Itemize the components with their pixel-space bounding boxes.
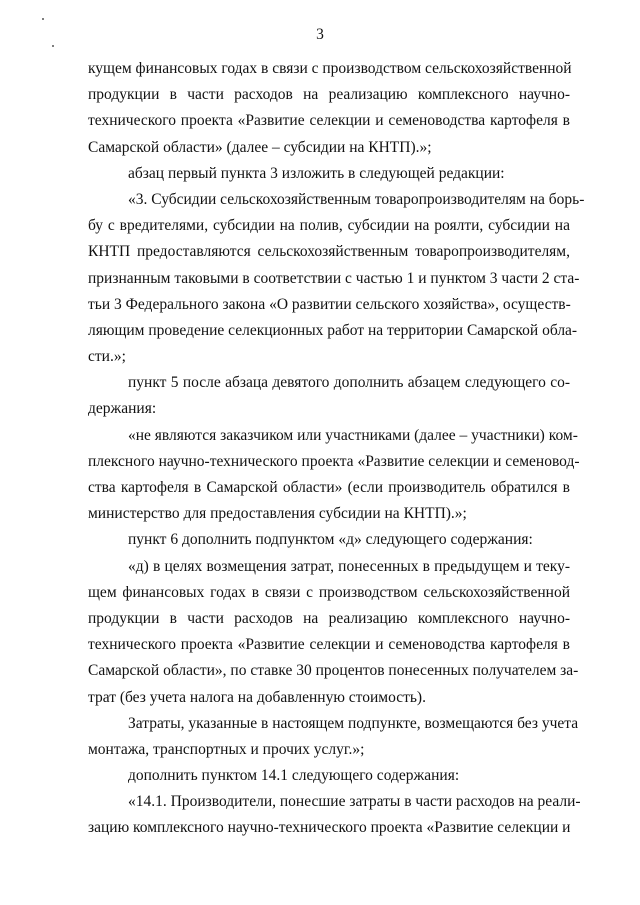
text-line: абзац первый пункта 3 изложить в следующей редакции:	[128, 164, 505, 182]
text-line: «д) в целях возмещения затрат, понесенных в предыдущем и теку-	[128, 557, 570, 575]
text-line: сти.»;	[88, 348, 126, 366]
text-line: министерство для предоставления субсидии на КНТП).»;	[88, 505, 467, 523]
text-line: монтажа, транспортных и прочих услуг.»;	[88, 740, 365, 758]
scan-speck	[42, 18, 44, 20]
text-line: трат (без учета налога на добавленную стоимость).	[88, 688, 426, 706]
text-line: кущем финансовых годах в связи с производством сельскохозяйственной	[88, 60, 572, 77]
document-body	[88, 56, 585, 842]
text-line: Самарской области» (далее – субсидии на КНТП).»;	[88, 138, 432, 156]
text-line: зацию комплексного научно-технического проекта «Развитие селекции и	[88, 819, 571, 837]
text-line: продукции в части расходов на реализацию комплексного научно-	[88, 86, 570, 104]
text-line: пункт 6 дополнить подпунктом «д» следующего содержания:	[128, 531, 533, 549]
page-number: 3	[316, 26, 324, 43]
text-line: «не являются заказчиком или участниками (далее – участники) ком-	[128, 426, 578, 444]
text-line: технического проекта «Развитие селекции и семеноводства картофеля в	[88, 112, 570, 130]
text-line: дополнить пунктом 14.1 следующего содержания:	[128, 767, 460, 785]
text-line: признанным таковыми в соответствии с частью 1 и пунктом 3 части 2 ста-	[88, 269, 580, 287]
text-line: держания:	[88, 400, 157, 418]
text-line: технического проекта «Развитие селекции и семеноводства картофеля в	[88, 636, 570, 654]
text-line: Затраты, указанные в настоящем подпункте, возмещаются без учета	[128, 714, 579, 732]
text-line: «14.1. Производители, понесшие затраты в части расходов на реали-	[128, 793, 581, 811]
text-line: бу с вредителями, субсидии на полив, субсидии на роялти, субсидии на	[88, 217, 570, 235]
text-line: пункт 5 после абзаца девятого дополнить абзацем следующего со-	[128, 374, 570, 392]
text-line: КНТП предоставляются сельскохозяйственным товаропроизводителям,	[88, 243, 570, 261]
text-line: плексного научно-технического проекта «Развитие селекции и семеновод-	[88, 452, 580, 470]
text-line: тьи 3 Федерального закона «О развитии сельского хозяйства», осуществ-	[88, 295, 571, 313]
text-line: продукции в части расходов на реализацию комплексного научно-	[88, 609, 570, 627]
scan-speck	[52, 45, 54, 47]
text-line: Самарской области», по ставке 30 процентов понесенных получателем за-	[88, 662, 579, 680]
text-line: «3. Субсидии сельскохозяйственным товаропроизводителям на борь-	[128, 190, 585, 208]
text-line: ства картофеля в Самарской области» (если производитель обратился в	[88, 479, 570, 496]
text-line: ляющим проведение селекционных работ на территории Самарской обла-	[88, 321, 578, 339]
text-line: щем финансовых годах в связи с производством сельскохозяйственной	[88, 583, 570, 601]
